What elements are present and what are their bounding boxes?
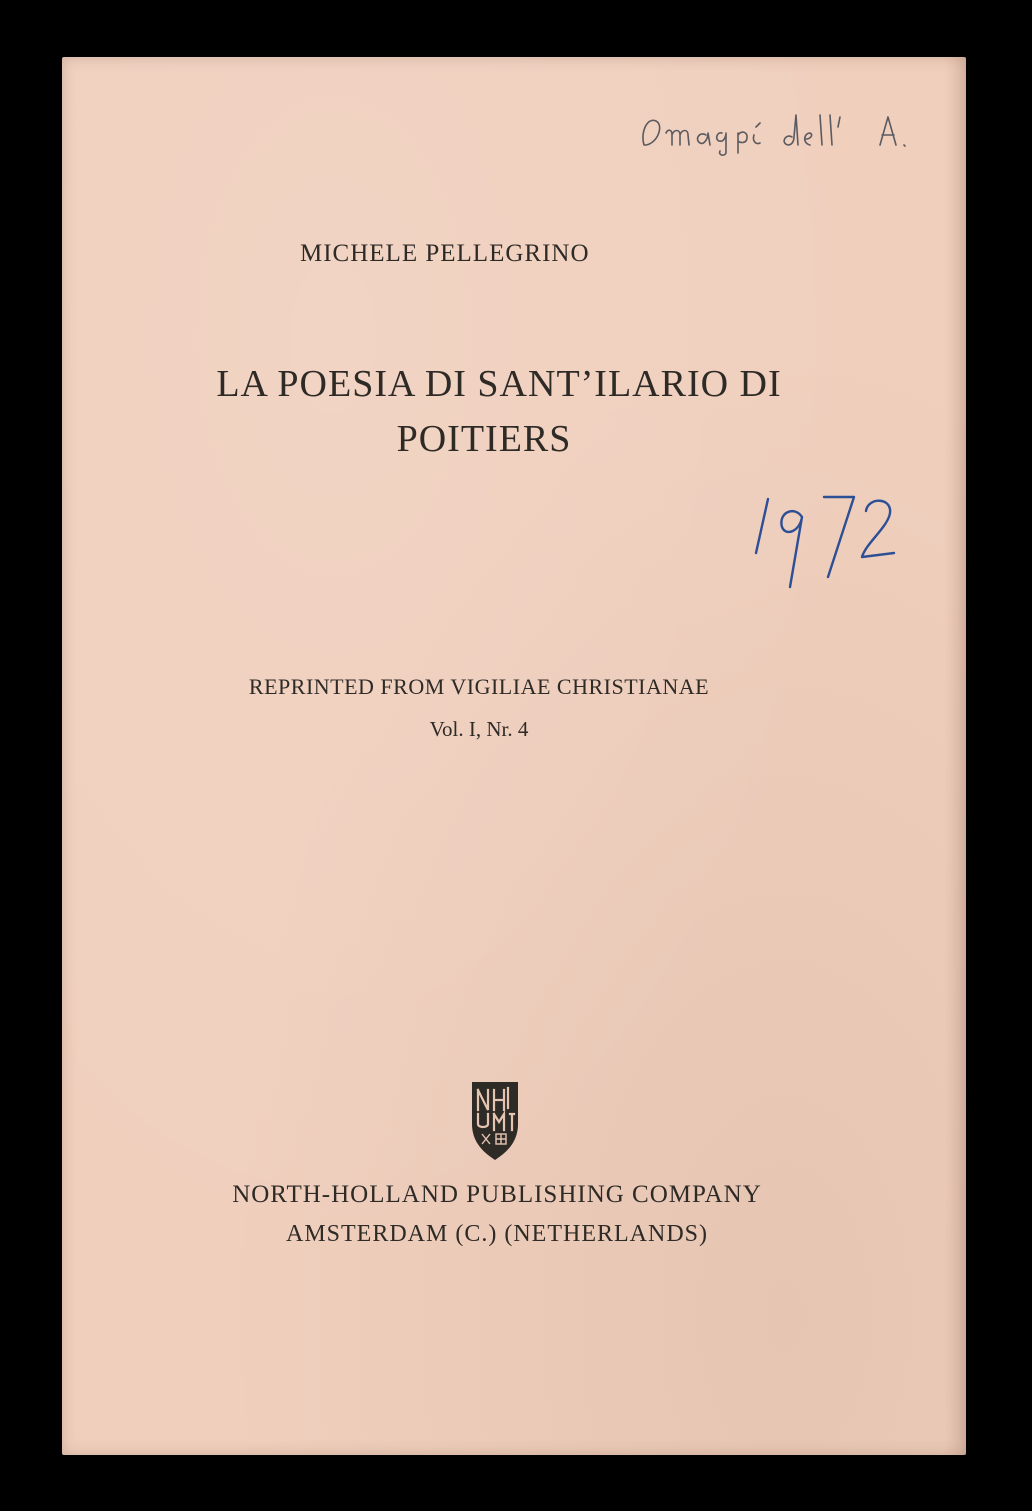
nhum-shield-icon: [470, 1080, 520, 1162]
handwritten-year: [754, 477, 904, 597]
booklet-cover: [62, 57, 966, 1455]
reprint-notice: REPRINTED FROM VIGILIAE CHRISTIANAE: [248, 674, 710, 699]
publisher-name: NORTH-HOLLAND PUBLISHING COMPANY: [232, 1181, 762, 1208]
handwritten-year-text: [62, 57, 63, 58]
volume-number: Vol. I, Nr. 4: [429, 717, 529, 741]
author-name: MICHELE PELLEGRINO: [300, 240, 590, 267]
publisher-city: AMSTERDAM (C.) (NETHERLANDS): [286, 1221, 708, 1247]
title-line-2: POITIERS: [396, 418, 572, 460]
handwritten-dedication: [634, 107, 934, 157]
handwritten-dedication-text: [62, 57, 63, 58]
title-line-1: LA POESIA DI SANT’ILARIO DI: [216, 363, 782, 405]
cover-edge-shading: [944, 57, 966, 1455]
